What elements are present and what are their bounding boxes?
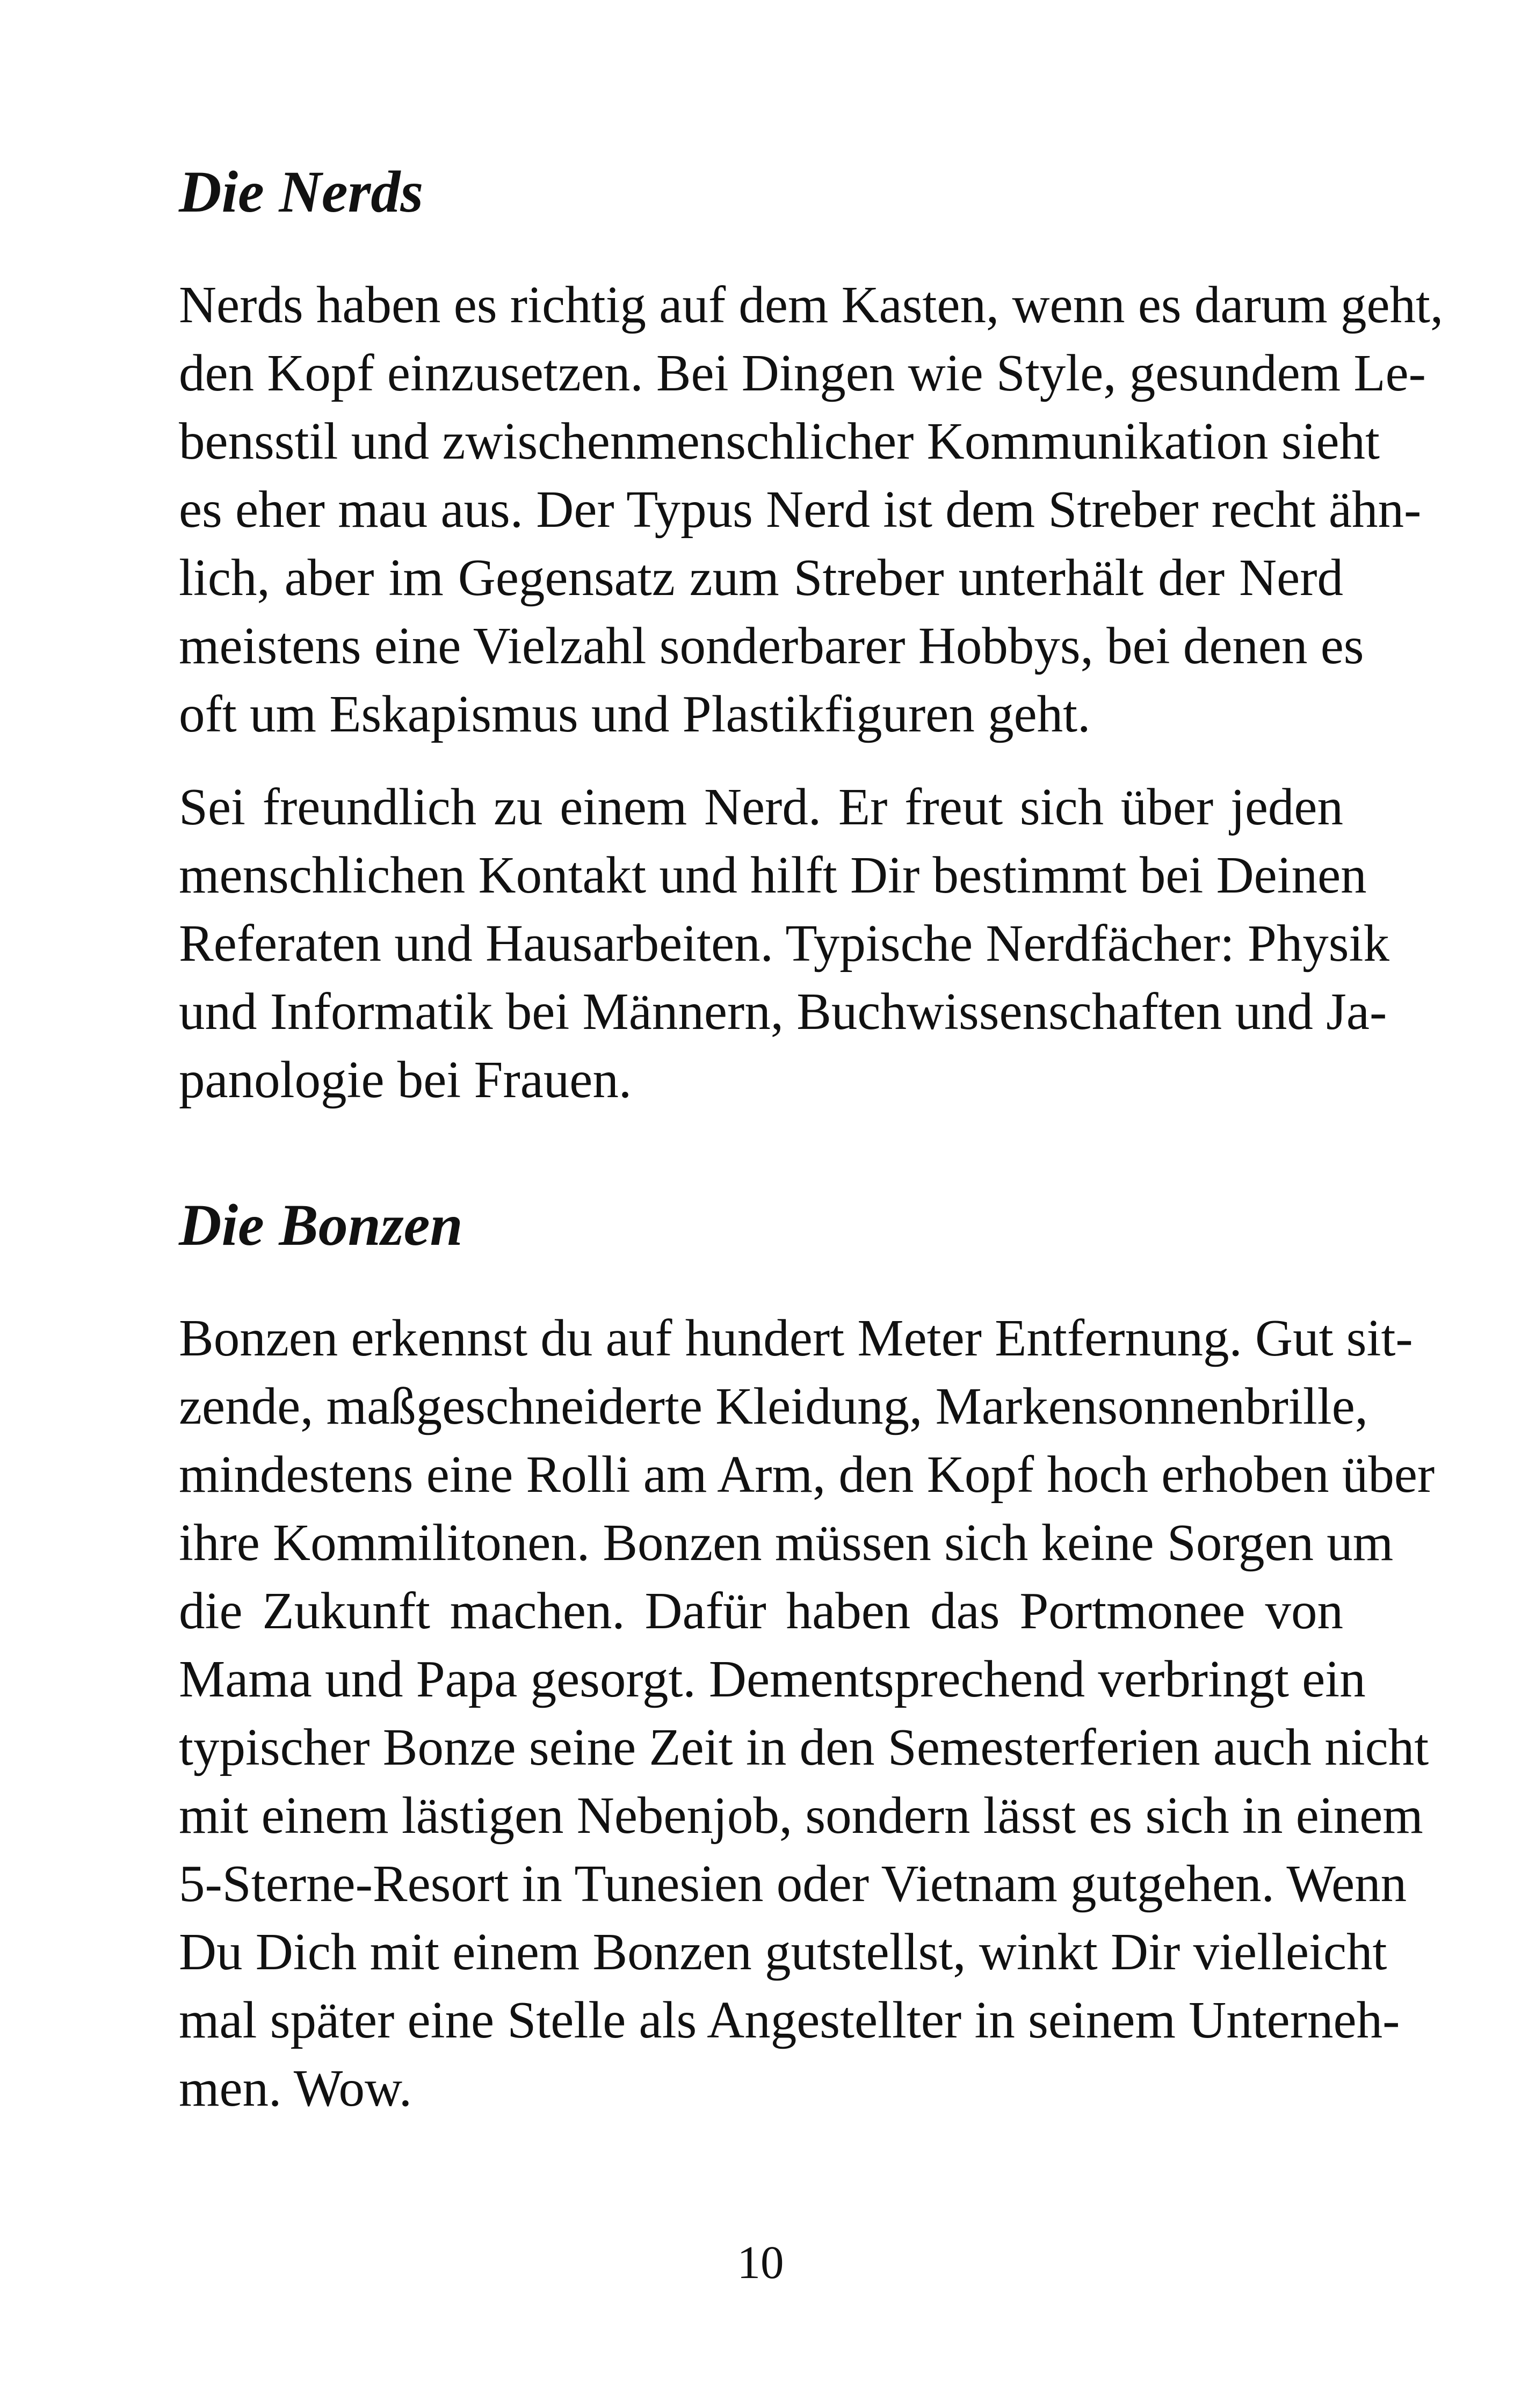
text-line: Sei freundlich zu einem Nerd. Er freut sich über jeden (179, 778, 1343, 836)
text-line: oft um Eskapismus und Plastikfiguren geht. (179, 685, 1091, 743)
text-line: zende, maßgeschneiderte Kleidung, Markensonnenbrille, (179, 1377, 1368, 1435)
text-line: Du Dich mit einem Bonzen gutstellst, winkt Dir vielleicht (179, 1923, 1387, 1981)
text-line: meistens eine Vielzahl sonderbarer Hobbys, bei denen es (179, 617, 1364, 674)
paragraph-nerds-description (179, 271, 1444, 748)
text-line: Nerds haben es richtig auf dem Kasten, wenn es darum geht, (179, 276, 1444, 333)
text-line: mindestens eine Rolli am Arm, den Kopf hoch erhoben über (179, 1446, 1435, 1503)
text-line: Referaten und Hausarbeiten. Typische Nerdfächer: Physik (179, 915, 1389, 972)
text-line: es eher mau aus. Der Typus Nerd ist dem Streber recht ähn- (179, 481, 1422, 538)
text-line: die Zukunft machen. Dafür haben das Portmonee von (179, 1582, 1343, 1640)
text-line: lich, aber im Gegensatz zum Streber unterhält der Nerd (179, 549, 1343, 606)
page-number: 10 (737, 2236, 784, 2288)
text-line: mal später eine Stelle als Angestellter in seinem Unterneh- (179, 1991, 1400, 2049)
text-line: und Informatik bei Männern, Buchwissenschaften und Ja- (179, 983, 1387, 1040)
text-line: panologie bei Frauen. (179, 1051, 632, 1108)
section-heading-nerds: Die Nerds (179, 159, 424, 224)
text-line: den Kopf einzusetzen. Bei Dingen wie Style, gesundem Le- (179, 344, 1426, 402)
text-line: men. Wow. (179, 2059, 412, 2117)
text-line: bensstil und zwischenmenschlicher Kommunikation sieht (179, 412, 1380, 470)
text-line: menschlichen Kontakt und hilft Dir bestimmt bei Deinen (179, 846, 1367, 904)
text-line: Bonzen erkennst du auf hundert Meter Entfernung. Gut sit- (179, 1309, 1413, 1367)
text-line: ihre Kommilitonen. Bonzen müssen sich keine Sorgen um (179, 1514, 1394, 1571)
text-line: Mama und Papa gesorgt. Dementsprechend verbringt ein (179, 1650, 1366, 1708)
section-heading-bonzen: Die Bonzen (179, 1192, 463, 1258)
text-line: mit einem lästigen Nebenjob, sondern lässt es sich in einem (179, 1787, 1423, 1844)
paragraph-nerds-advice (179, 773, 1389, 1114)
text-line: typischer Bonze seine Zeit in den Semesterferien auch nicht (179, 1718, 1429, 1776)
text-line: 5-Sterne-Resort in Tunesien oder Vietnam gutgehen. Wenn (179, 1855, 1407, 1912)
paragraph-bonzen-description (179, 1304, 1435, 2122)
